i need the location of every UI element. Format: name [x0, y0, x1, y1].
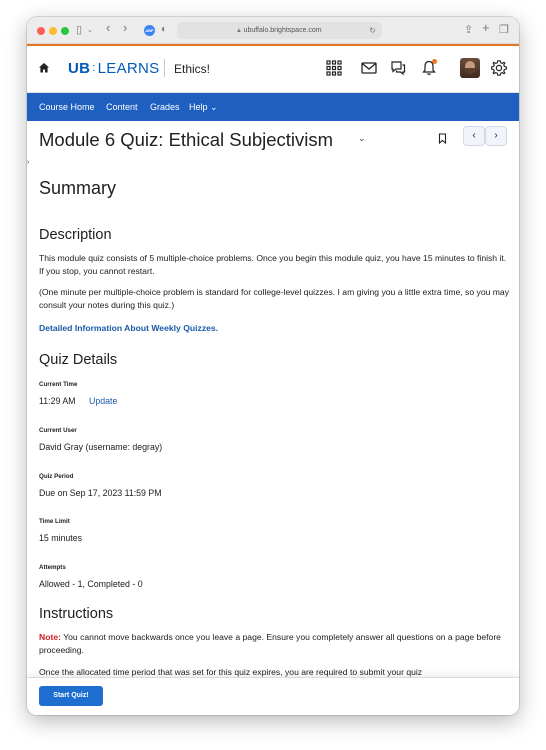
nav-help[interactable]: Help ⌄	[189, 102, 218, 112]
bookmark-icon[interactable]	[438, 133, 447, 144]
forward-icon[interactable]: ›	[123, 20, 128, 35]
note-text: You cannot move backwards once you leave a page. Ensure you completely answer all questions on a page before proceeding.	[39, 632, 501, 655]
current-time-value: 11:29 AM	[39, 396, 76, 406]
attempts-label: Attempts	[39, 564, 66, 571]
avatar[interactable]	[460, 58, 480, 78]
course-name[interactable]: Ethics!	[174, 62, 211, 76]
reload-icon[interactable]: ↻	[369, 26, 376, 35]
current-user-label: Current User	[39, 427, 77, 434]
notification-dot	[432, 59, 437, 64]
description-paragraph-1: This module quiz consists of 5 multiple-choice problems. Once you begin this module quiz, you have 15 minutes to finish it. If you stop, you cannot restart.	[39, 253, 507, 276]
current-time-label: Current Time	[39, 381, 78, 388]
instructions-paragraph-2: Once the allocated time period that was set for this quiz expires, you are required to submit your quiz	[39, 667, 423, 677]
description-paragraph-2: (One minute per multiple-choice problem is standard for college-level quizzes. I am giving you a little extra time, so you may consult your notes during this quiz.)	[39, 287, 510, 310]
sidebar-toggle-icon[interactable]: ▯	[76, 24, 83, 36]
title-chevron-down-icon[interactable]: ⌄	[358, 133, 366, 143]
lock-icon: 🔒︎	[237, 28, 241, 34]
main-content[interactable]	[27, 121, 519, 679]
home-icon[interactable]	[38, 62, 50, 74]
minimize-window-button[interactable]	[49, 27, 57, 35]
update-time-link[interactable]: Update	[89, 396, 118, 406]
header-divider	[164, 59, 165, 77]
quiz-details-heading: Quiz Details	[39, 352, 118, 368]
start-quiz-button[interactable]: Start Quiz!	[39, 686, 103, 706]
course-navbar	[27, 93, 519, 121]
time-limit-label: Time Limit	[39, 518, 70, 525]
page-title: Module 6 Quiz: Ethical Subjectivism	[39, 129, 334, 150]
address-bar[interactable]	[177, 22, 382, 39]
avatar-beard	[465, 68, 475, 74]
previous-page-button[interactable]: ‹	[463, 126, 485, 146]
current-user-value: David Gray (username: degray)	[39, 442, 163, 452]
collapse-arrow-icon[interactable]: ›	[27, 159, 30, 166]
note-label: Note:	[39, 632, 61, 642]
browser-toolbar	[27, 17, 519, 44]
tab-overview-icon[interactable]: ❐	[499, 24, 509, 36]
nav-content[interactable]: Content	[106, 102, 138, 112]
privacy-shield-icon[interactable]: ◐	[161, 24, 168, 35]
quiz-period-value: Due on Sep 17, 2023 11:59 PM	[39, 488, 162, 498]
back-icon[interactable]: ‹	[106, 20, 111, 35]
site-header	[27, 46, 519, 93]
quiz-footer	[27, 677, 519, 715]
quiz-period-label: Quiz Period	[39, 473, 74, 480]
time-limit-value: 15 minutes	[39, 533, 83, 543]
next-page-button[interactable]: ›	[485, 126, 507, 146]
instructions-heading: Instructions	[39, 606, 114, 622]
sidebar-chevron-icon[interactable]: ⌄	[87, 27, 93, 34]
attempts-value: Allowed - 1, Completed - 0	[39, 579, 143, 589]
instructions-note	[39, 631, 509, 657]
summary-heading: Summary	[39, 178, 117, 198]
browser-window	[27, 17, 519, 715]
description-heading: Description	[39, 227, 112, 243]
chat-icon[interactable]	[389, 59, 407, 77]
share-icon[interactable]: ⇪	[464, 24, 474, 36]
email-icon[interactable]	[360, 59, 378, 77]
nav-course-home[interactable]: Course Home	[39, 102, 95, 112]
adblock-icon[interactable]: ABP	[144, 25, 155, 36]
zoom-window-button[interactable]	[61, 27, 69, 35]
url-text: ubuffalo.brightspace.com	[243, 27, 322, 34]
close-window-button[interactable]	[37, 27, 45, 35]
ub-learns-logo[interactable]: UB : LEARNS	[68, 60, 160, 77]
app-grid-icon[interactable]	[325, 59, 343, 77]
new-tab-icon[interactable]: +	[482, 20, 490, 35]
weekly-quizzes-link[interactable]: Detailed Information About Weekly Quizzes.	[39, 323, 219, 333]
gear-icon[interactable]	[490, 59, 508, 77]
nav-grades[interactable]: Grades	[150, 102, 180, 112]
